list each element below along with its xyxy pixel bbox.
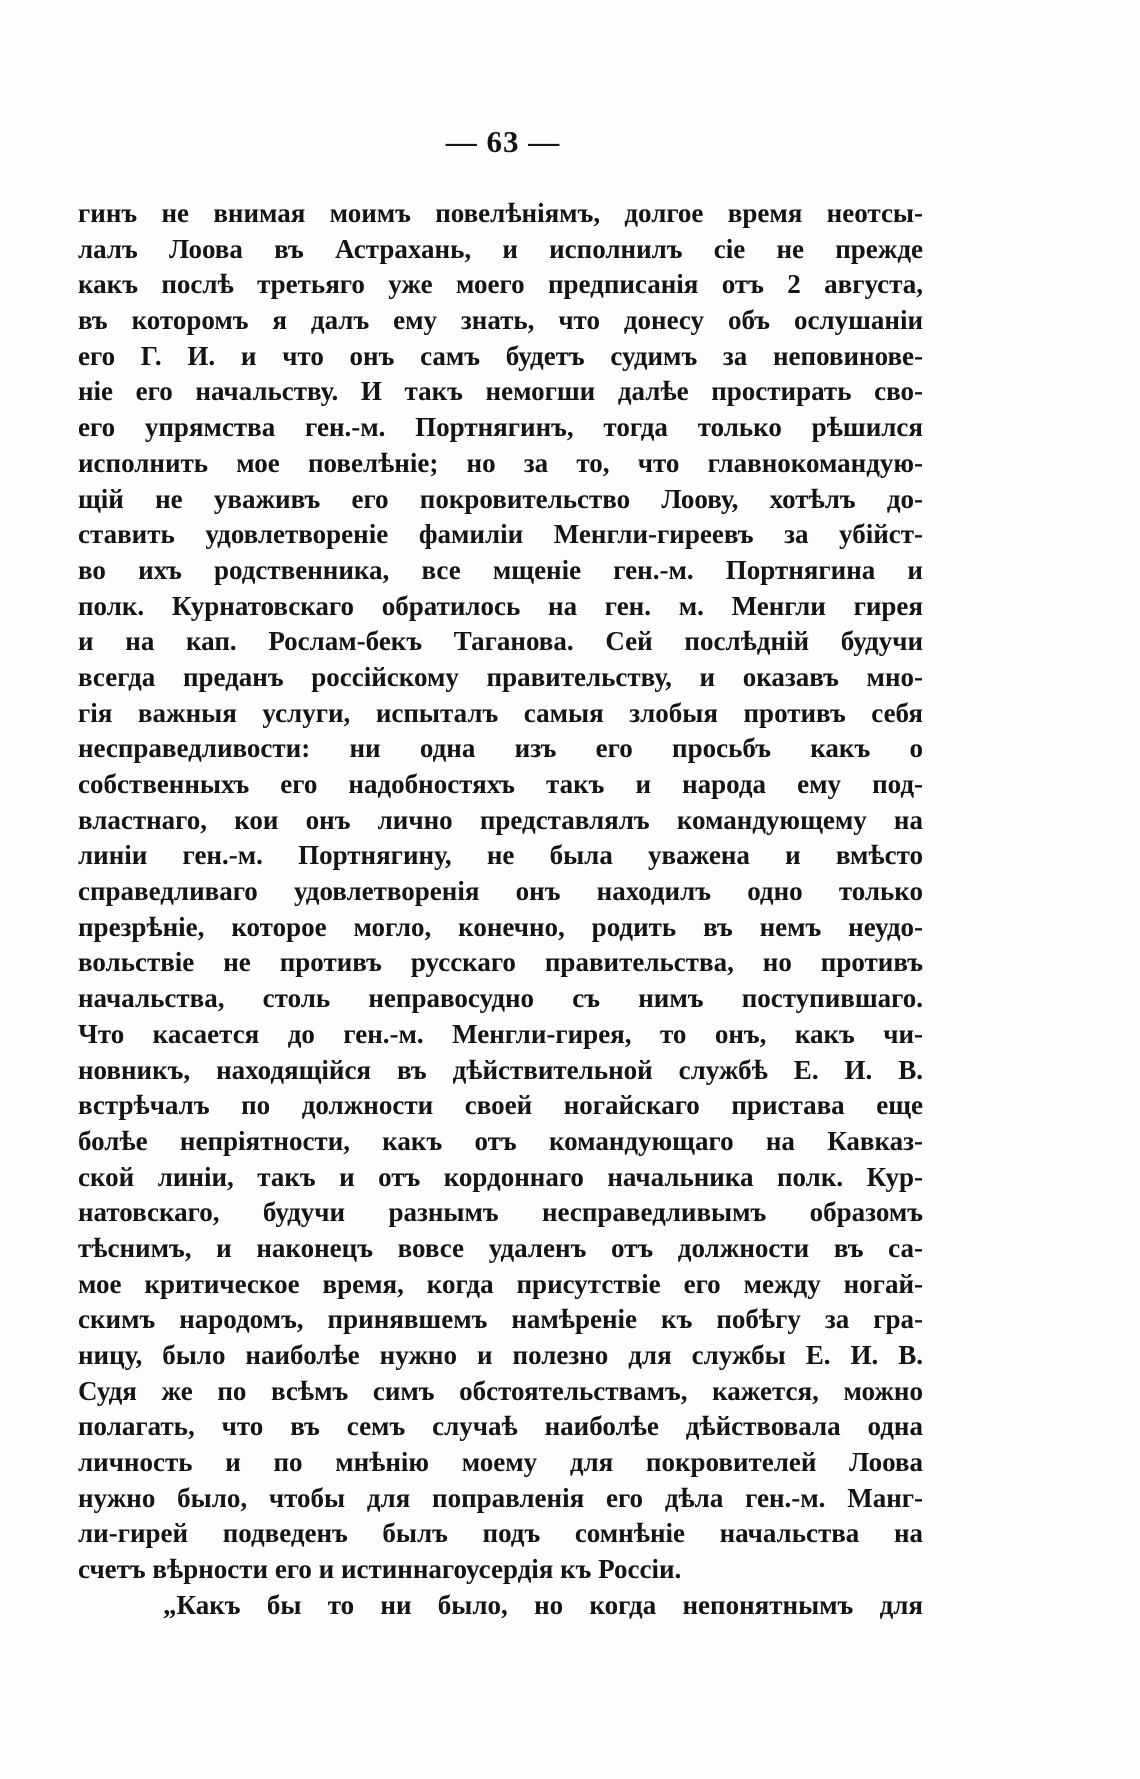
text-line: начальства, столь неправосудно съ нимъ поступившаго. xyxy=(78,983,923,1014)
text-line: всегда преданъ россійскому правительству, и оказавъ мно- xyxy=(78,661,923,692)
text-line: ставить удовлетвореніе фамиліи Менгли-гиреевъ за убійст- xyxy=(78,519,923,550)
text-line: тѣснимъ, и наконецъ вовсе удаленъ отъ должности въ са- xyxy=(78,1232,923,1263)
text-line: какъ послѣ третьяго уже моего предписанія отъ 2 августа, xyxy=(78,269,923,300)
text-line: Судя же по всѣмъ симъ обстоятельствамъ, кажется, можно xyxy=(78,1375,923,1406)
text-line: вольствіе не противъ русскаго правительства, но противъ xyxy=(78,947,923,978)
text-line: ли-гирей подведенъ былъ подъ сомнѣніе начальства на xyxy=(78,1518,923,1549)
text-line: властнаго, кои онъ лично представлялъ командующему на xyxy=(78,804,923,835)
text-line: гинъ не внимая моимъ повелѣніямъ, долгое время неотсы- xyxy=(78,198,923,228)
text-line: натовскаго, будучи разнымъ несправедливымъ образомъ xyxy=(78,1197,923,1228)
page-number: — 63 — xyxy=(445,124,561,159)
text-line: полагать, что въ семъ случаѣ наиболѣе дѣйствовала одна xyxy=(78,1411,923,1442)
text-line: лалъ Лоова въ Астрахань, и исполнилъ сіе не прежде xyxy=(78,233,923,264)
text-line: справедливаго удовлетворенія онъ находилъ одно только xyxy=(78,876,923,907)
text-line: ніе его начальству. И такъ немогши далѣе простирать сво- xyxy=(78,376,923,407)
text-line: полк. Курнатовскаго обратилось на ген. м. Менгли гирея xyxy=(78,590,923,621)
text-line: въ которомъ я далъ ему знать, что донесу объ ослушаніи xyxy=(78,305,923,336)
text-line: его Г. И. и что онъ самъ будетъ судимъ за неповинове- xyxy=(78,340,923,371)
text-line: его упрямства ген.-м. Портнягинъ, тогда только рѣшился xyxy=(78,412,923,443)
text-line: новникъ, находящійся въ дѣйствительной службѣ Е. И. В. xyxy=(78,1054,923,1085)
text-line: встрѣчалъ по должности своей ногайскаго пристава еще xyxy=(78,1090,923,1121)
paragraph xyxy=(78,1588,923,1624)
text-line: скимъ народомъ, принявшемъ намѣреніе къ побѣгу за гра- xyxy=(78,1304,923,1335)
text-line: презрѣніе, которое могло, конечно, родить въ немъ неудо- xyxy=(78,911,923,942)
text-line: гія важныя услуги, испыталъ самыя злобыя противъ себя xyxy=(78,697,923,728)
text-line: ской линіи, такъ и отъ кордоннаго начальника полк. Кур- xyxy=(78,1161,923,1192)
text-line: болѣе непріятности, какъ отъ командующаго на Кавказ- xyxy=(78,1125,923,1156)
text-line: и на кап. Рослам-бекъ Таганова. Сей послѣдній будучи xyxy=(78,626,923,657)
text-body xyxy=(78,196,923,1624)
text-line: исполнить мое повелѣніе; но за то, что главнокомандую- xyxy=(78,447,923,478)
text-line: личность и по мнѣнію моему для покровителей Лоова xyxy=(78,1447,923,1478)
text-line: мое критическое время, когда присутствіе его между ногай- xyxy=(78,1268,923,1299)
paragraph xyxy=(78,196,923,1588)
text-line: нужно было, чтобы для поправленія его дѣла ген.-м. Манг- xyxy=(78,1482,923,1513)
text-line: несправедливости: ни одна изъ его просьбъ какъ о xyxy=(78,733,923,764)
text-line: во ихъ родственника, все мщеніе ген.-м. Портнягина и xyxy=(78,554,923,585)
text-line: ницу, было наиболѣе нужно и полезно для службы Е. И. В. xyxy=(78,1340,923,1370)
text-line: счетъ вѣрности его и истиннагоусердія къ Россіи. xyxy=(78,1554,682,1585)
text-line: щій не уваживъ его покровительство Лоову, хотѣлъ до- xyxy=(78,483,923,514)
text-line: „Какъ бы то ни было, но когда непонятнымъ для xyxy=(163,1589,923,1620)
text-line: Что касается до ген.-м. Менгли-гирея, то онъ, какъ чи- xyxy=(78,1018,923,1049)
text-line: линіи ген.-м. Портнягину, не была уважена и вмѣсто xyxy=(78,840,923,871)
text-line: собственныхъ его надобностяхъ такъ и народа ему под- xyxy=(78,769,923,799)
